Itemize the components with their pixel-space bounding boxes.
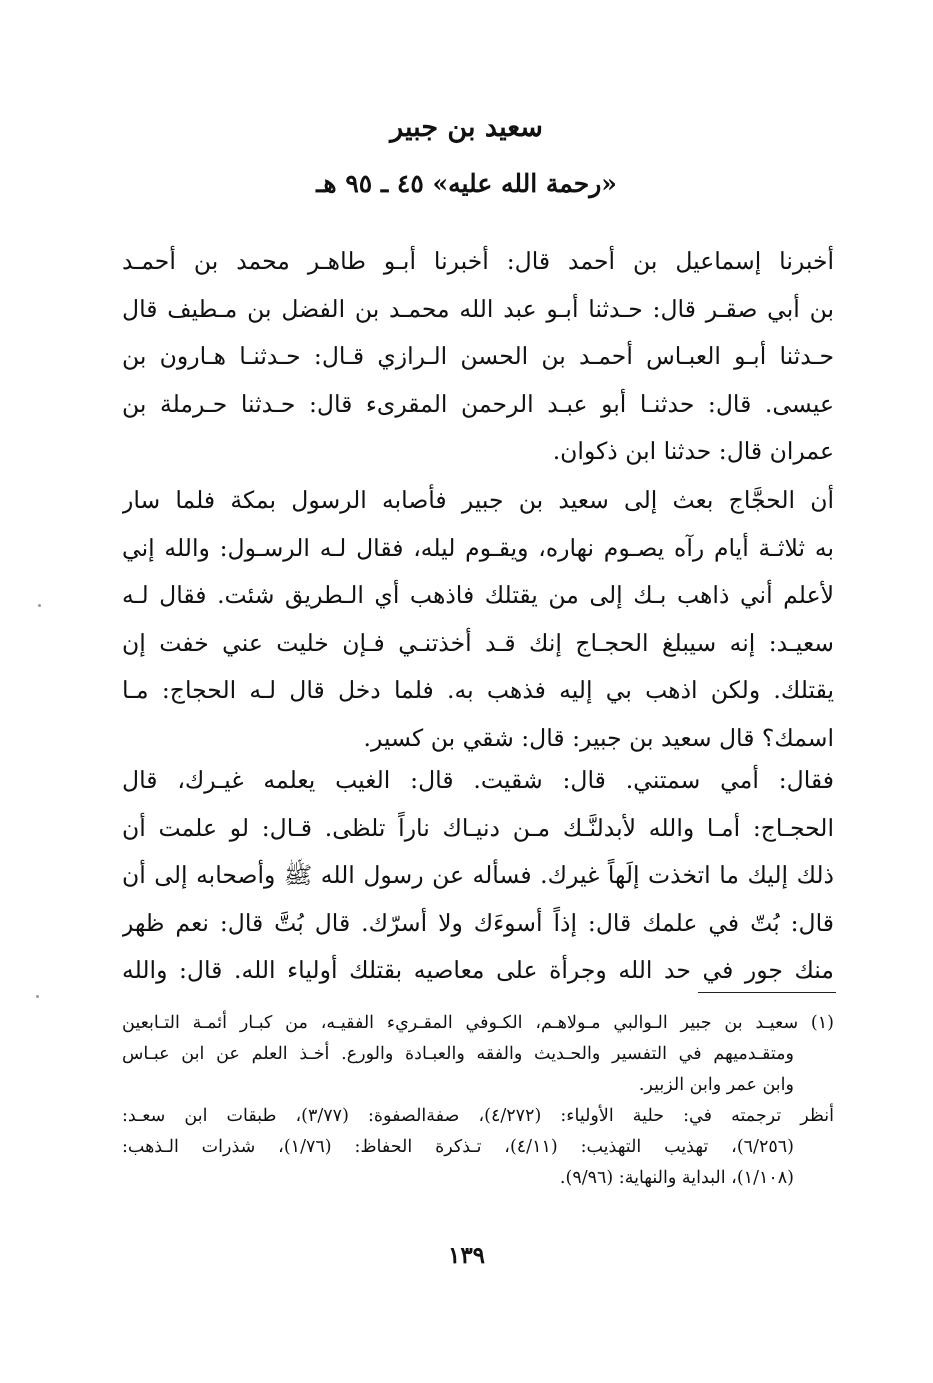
text-line: بن أبي صقـر قال: حـدثنا أبـو عبد الله محمـد بن الفضل بن مـطيف قال: [122, 294, 834, 323]
paragraph-isnad: [122, 238, 834, 476]
text-line: لأعلم أني ذاهب بـك إلى من يقتلك فاذهب أي الـطريق شئت. فقال لـه: [122, 581, 834, 609]
text-line: أخبرنا إسماعيل بن أحمد قال: أخبرنا أبـو طاهـر محمد بن أحمـد: [122, 247, 834, 275]
footnotes: [122, 1008, 834, 1194]
text-line: فقال: أمي سمتني. قال: شقيت. قال: الغيب يعلمه غيـرك، قال: [122, 766, 834, 794]
text-line: سعيـد: إنه سيبلغ الحجـاج إنك قـد أخذتنـي فـإن خليت عني خفت إن: [122, 628, 834, 657]
text-line: الحجـاج: أمـا والله لأبدلنَّـك مـن دنيـاك ناراً تلظى. قـال: لو علمت أن: [122, 813, 834, 842]
text-line: قال: بُتّ في علمك قال: إذاً أسوءَك ولا أسرّك. قال بُتَّ قال: نعم ظهر: [122, 908, 834, 937]
footnote-line: (١) سعيـد بن جبير الـوالبي مـولاهـم، الكـوفي المقـريء الفقيـه، من كبـار أئمـة التـابعين: [122, 1013, 834, 1033]
text-line: ذلك إليك ما اتخذت إلَهاً غيرك. فسأله عن رسول الله ﷺ وأصحابه إلى أن: [122, 861, 834, 889]
chapter-title: سعيد بن جبير: [390, 112, 543, 143]
text-line: حـدثنا أبـو العبـاس أحمـد بن الحسن الـرازي قـال: حـدثنـا هـارون بن: [122, 342, 834, 370]
footnote-line: (٦/٢٥٦)، تهذيب التهذيب: (٤/١١)، تـذكرة الحفاظ: (١/٧٦)، شذرات الـذهب:: [122, 1137, 794, 1157]
footnote-line: وابن عمر وابن الزبير.: [638, 1075, 794, 1095]
footnote-line: (١/١٠٨)، البداية والنهاية: (٩/٩٦).: [559, 1168, 794, 1188]
text-line: به ثلاثـة أيام رآه يصـوم نهاره، ويقـوم ليله، فقال لـه الرسـول: والله إني: [122, 533, 834, 562]
footnote-line: ومتقـدميهم في التفسير والحـديث والفقه والعبـادة والورع. أخـذ العلم عن ابن عبـاس: [122, 1044, 794, 1064]
footnote-divider: [698, 992, 836, 993]
text-line: عيسى. قال: حدثنـا أبو عبـد الرحمن المقرىء قال: حـدثنا حـرملة بن: [122, 389, 834, 418]
text-line: يقتلك. ولكن اذهب بي إليه فذهب به. فلما دخل قال لـه الحجاج: مـا: [122, 676, 834, 704]
chapter-subtitle: «رحمة الله عليه» ٤٥ ـ ٩٥ هـ: [316, 169, 617, 198]
text-line: منك جور في حد الله وجرأة على معاصيه بقتلك أولياء الله. قال: والله: [122, 956, 834, 984]
paragraph-narrative: [122, 477, 834, 762]
scan-speck: [36, 995, 39, 998]
page-number: ١٣٩: [447, 1242, 486, 1269]
paragraph-dialogue: [122, 757, 834, 995]
text-line: عمران قال: حدثنا ابن ذكوان.: [552, 437, 834, 465]
footnote-line: أنظر ترجمته في: حلية الأولياء: (٤/٢٧٢)، صفةالصفوة: (٣/٧٧)، طبقات ابن سعـد:: [122, 1106, 834, 1126]
text-line: أن الحجَّاج بعث إلى سعيد بن جبير فأصابه الرسول بمكة فلما سار: [122, 486, 834, 514]
scan-speck: [38, 604, 41, 607]
text-line: اسمك؟ قال سعيد بن جبير: قال: شقي بن كسير.: [363, 723, 834, 752]
